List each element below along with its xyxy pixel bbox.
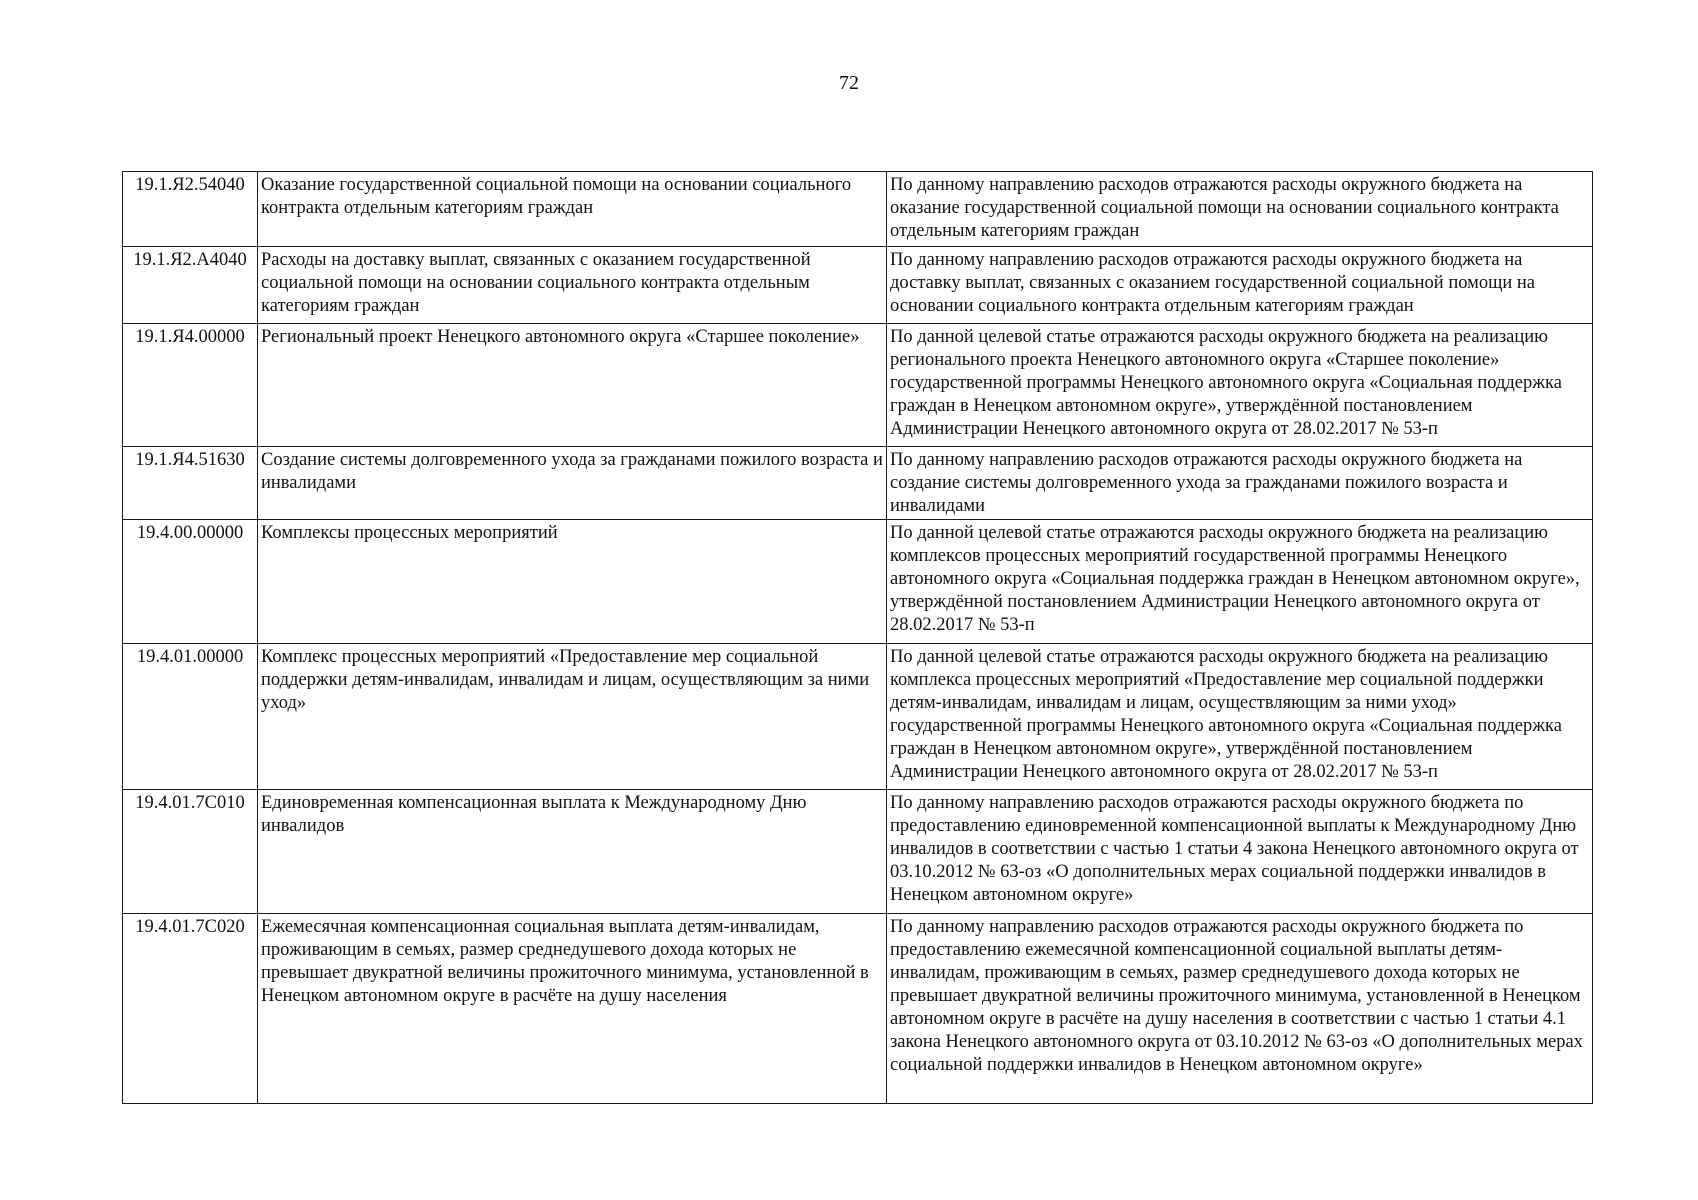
target-article-description: По данному направлению расходов отражаются расходы окружного бюджета на оказание государственной социальной помощи на основании социального контракта отдельным категориям граждан [887, 172, 1593, 247]
target-article-name: Комплекс процессных мероприятий «Предоставление мер социальной поддержки детям-инвалидам, инвалидам и лицам, осуществляющим за ними уход» [258, 644, 887, 790]
target-article-description: По данному направлению расходов отражаются расходы окружного бюджета на доставку выплат, связанных с оказанием государственной социальной помощи на основании социального контракта отдельным категориям граждан [887, 247, 1593, 324]
table-row [123, 447, 1593, 520]
target-article-description: По данной целевой статье отражаются расходы окружного бюджета на реализацию комплекса процессных мероприятий «Предоставление мер социальной поддержки детям-инвалидам, инвалидам и лицам, осуществляющим за ними уход» государственной программы Ненецкого автономного округа «Социальная поддержка граждан в Ненецком автономном округе», утверждённой постановлением Администрации Ненецкого автономного округа от 28.02.2017 № 53-п [887, 644, 1593, 790]
table-row [123, 644, 1593, 790]
table-row [123, 172, 1593, 247]
target-article-description: По данному направлению расходов отражаются расходы окружного бюджета по предоставлению ежемесячной компенсационной социальной выплаты детям-инвалидам, проживающим в семьях, размер среднедушевого дохода которых не превышает двукратной величины прожиточного минимума, установленной в Ненецком автономном округе в расчёте на душу населения в соответствии с частью 1 статьи 4.1 закона Ненецкого автономного округа от 03.10.2012 № 63-оз «О дополнительных мерах социальной поддержки инвалидов в Ненецком автономном округе» [887, 914, 1593, 1104]
table-row [123, 790, 1593, 914]
target-article-code: 19.1.Я2.54040 [123, 172, 258, 247]
target-article-description: По данному направлению расходов отражаются расходы окружного бюджета по предоставлению единовременной компенсационной выплаты к Международному Дню инвалидов в соответствии с частью 1 статьи 4 закона Ненецкого автономного округа от 03.10.2012 № 63-оз «О дополнительных мерах социальной поддержки инвалидов в Ненецком автономном округе» [887, 790, 1593, 914]
target-article-description: По данному направлению расходов отражаются расходы окружного бюджета на создание системы долговременного ухода за гражданами пожилого возраста и инвалидами [887, 447, 1593, 520]
target-article-code: 19.4.01.00000 [123, 644, 258, 790]
target-article-name: Расходы на доставку выплат, связанных с оказанием государственной социальной помощи на основании социального контракта отдельным категориям граждан [258, 247, 887, 324]
target-article-code: 19.4.00.00000 [123, 520, 258, 644]
target-article-code: 19.1.Я4.00000 [123, 324, 258, 447]
target-article-name: Комплексы процессных мероприятий [258, 520, 887, 644]
target-article-code: 19.4.01.7С020 [123, 914, 258, 1104]
target-article-description: По данной целевой статье отражаются расходы окружного бюджета на реализацию комплексов процессных мероприятий государственной программы Ненецкого автономного округа «Социальная поддержка граждан в Ненецком автономном округе», утверждённой постановлением Администрации Ненецкого автономного округа от 28.02.2017 № 53-п [887, 520, 1593, 644]
page-number: 72 [839, 72, 859, 94]
table-row [123, 520, 1593, 644]
target-article-name: Оказание государственной социальной помощи на основании социального контракта отдельным категориям граждан [258, 172, 887, 247]
target-article-description: По данной целевой статье отражаются расходы окружного бюджета на реализацию регионального проекта Ненецкого автономного округа «Старшее поколение» государственной программы Ненецкого автономного округа «Социальная поддержка граждан в Ненецком автономном округе», утверждённой постановлением Администрации Ненецкого автономного округа от 28.02.2017 № 53-п [887, 324, 1593, 447]
table-row [123, 324, 1593, 447]
table-row [123, 247, 1593, 324]
target-article-name: Создание системы долговременного ухода за гражданами пожилого возраста и инвалидами [258, 447, 887, 520]
budget-classification-table [122, 171, 1593, 1104]
target-article-name: Региональный проект Ненецкого автономного округа «Старшее поколение» [258, 324, 887, 447]
target-article-code: 19.1.Я4.51630 [123, 447, 258, 520]
target-article-name: Единовременная компенсационная выплата к Международному Дню инвалидов [258, 790, 887, 914]
target-article-code: 19.4.01.7С010 [123, 790, 258, 914]
target-article-name: Ежемесячная компенсационная социальная выплата детям-инвалидам, проживающим в семьях, размер среднедушевого дохода которых не превышает двукратной величины прожиточного минимума, установленной в Ненецком автономном округе в расчёте на душу населения [258, 914, 887, 1104]
target-article-code: 19.1.Я2.А4040 [123, 247, 258, 324]
table-row [123, 914, 1593, 1104]
